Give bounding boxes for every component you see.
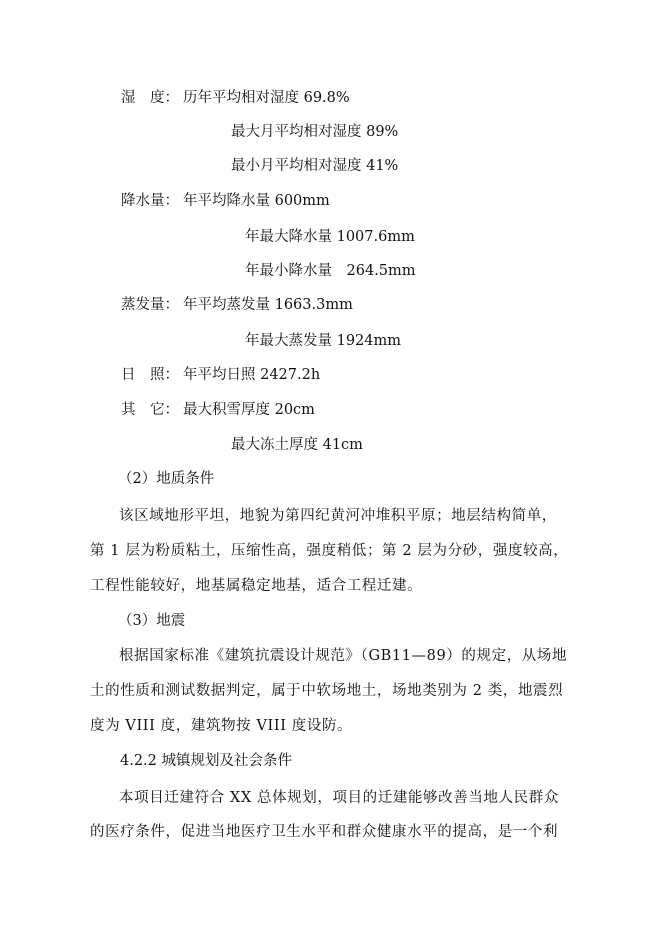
humidity-max-month: 最大月平均相对湿度 89% — [231, 124, 399, 140]
other-frost: 最大冻土厚度 41cm — [231, 437, 363, 453]
evap-annual: 年平均蒸发量 1663.3mm — [183, 297, 353, 313]
sun-label: 日 照： — [121, 367, 179, 383]
humidity-label: 湿 度： — [121, 90, 179, 106]
precip-annual: 年平均降水量 600mm — [183, 193, 330, 209]
sun-annual: 年平均日照 2427.2h — [183, 367, 321, 383]
humidity-annual: 历年平均相对湿度 69.8% — [183, 90, 350, 106]
precip-min: 年最小降水量 264.5mm — [245, 263, 416, 279]
geology-heading: （2）地质条件 — [118, 471, 215, 487]
geology-line-1: 该区域地形平坦，地貌为第四纪黄河冲堆积平原；地层结构简单， — [119, 508, 557, 524]
planning-heading: 4.2.2 城镇规划及社会条件 — [120, 753, 293, 769]
precip-max: 年最大降水量 1007.6mm — [245, 229, 415, 245]
precip-label: 降水量： — [121, 193, 179, 209]
planning-line-2: 的医疗条件，促进当地医疗卫生水平和群众健康水平的提高，是一个利 — [90, 824, 559, 840]
other-label: 其 它： — [121, 402, 179, 418]
geology-line-3: 工程性能较好，地基属稳定地基，适合工程迁建。 — [90, 578, 423, 594]
seismic-line-3: 度为 VIII 度，建筑物按 VIII 度设防。 — [90, 718, 353, 734]
other-snow: 最大积雪厚度 20cm — [183, 402, 315, 418]
seismic-line-2: 土的性质和测试数据判定，属于中软场地土，场地类别为 2 类，地震烈 — [90, 683, 564, 699]
humidity-min-month: 最小月平均相对湿度 41% — [231, 158, 399, 174]
evap-label: 蒸发量： — [121, 297, 179, 313]
seismic-heading: （3）地震 — [118, 613, 186, 629]
geology-line-2: 第 1 层为粉质粘土，压缩性高，强度稍低；第 2 层为分砂，强度较高， — [90, 543, 569, 559]
planning-line-1: 本项目迁建符合 XX 总体规划，项目的迁建能够改善当地人民群众 — [119, 790, 559, 806]
evap-max: 年最大蒸发量 1924mm — [245, 333, 402, 349]
seismic-line-1: 根据国家标准《建筑抗震设计规范》（GB11—89）的规定，从场地 — [119, 648, 568, 664]
